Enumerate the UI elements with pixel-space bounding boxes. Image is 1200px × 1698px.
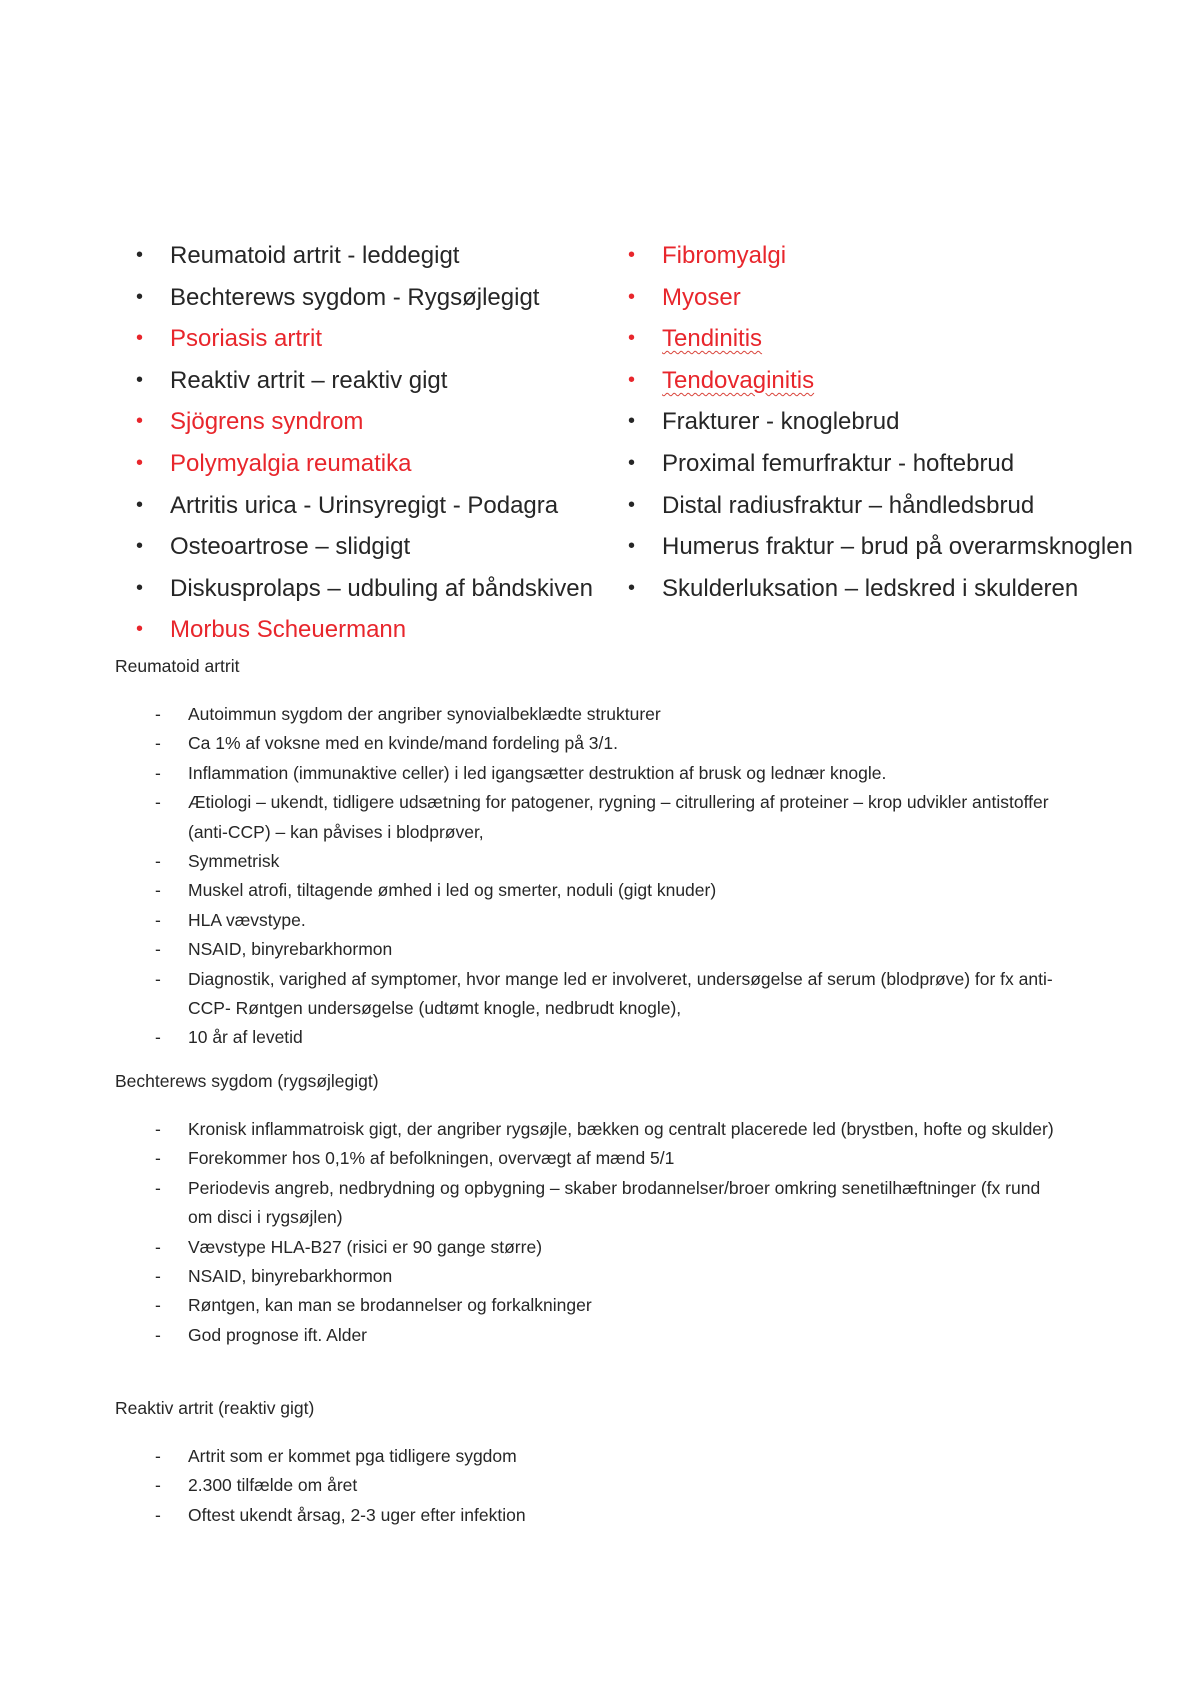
dash-marker: - [155, 1236, 161, 1257]
bullet: • [136, 244, 144, 266]
list-item [625, 443, 1185, 485]
list-item [625, 568, 1185, 610]
dash-marker: - [155, 1504, 161, 1525]
list-item-text: Fibromyalgi [662, 242, 787, 269]
list-item-text: Humerus fraktur – brud på overarmsknoglen [662, 533, 1133, 561]
bullet: • [136, 451, 144, 474]
list-item [155, 906, 1055, 935]
dash-marker: - [155, 1475, 161, 1496]
list-item-text: Reaktiv artrit – reaktiv gigt [170, 366, 448, 394]
list-item-text: 2.300 tilfælde om året [188, 1475, 358, 1496]
list-item [155, 1471, 1055, 1500]
list-item-text: HLA vævstype. [188, 909, 306, 930]
list-item-text: Distal radiusfraktur – håndledsbrud [662, 491, 1035, 519]
section-heading: Reaktiv artrit (reaktiv gigt) [115, 1398, 315, 1418]
bullet: • [136, 618, 144, 641]
list-item-text: Inflammation (immunaktive celler) i led igangsætter destruktion af brusk og lednær knogle. [188, 762, 887, 783]
list-item-text: Proximal femurfraktur - hoftebrud [662, 449, 1015, 477]
list-item [155, 847, 1055, 876]
list-item-text: Autoimmun sygdom der angriber synovialbeklædte strukturer [188, 704, 661, 724]
section-heading: Reumatoid artrit [115, 656, 240, 676]
dash-marker: - [155, 733, 161, 754]
list-item [133, 277, 636, 319]
list-item [155, 965, 1055, 1024]
list-item-text: Morbus Scheuermann [170, 616, 407, 644]
bullet: • [628, 451, 636, 474]
list-item [133, 485, 636, 527]
list-item [155, 700, 1055, 729]
dash-marker: - [155, 1148, 161, 1169]
dash-marker: - [155, 704, 161, 724]
list-item-text: Artritis urica - Urinsyregigt - Podagra [170, 491, 559, 519]
bullet: • [628, 368, 636, 391]
list-item-text: Diskusprolaps – udbuling af båndskiven [170, 574, 593, 602]
list-item [155, 1023, 1055, 1052]
list-item [155, 1233, 1055, 1262]
list-item-text: Tendinitis [662, 325, 763, 353]
list-item [133, 318, 636, 360]
list-item [625, 277, 1185, 319]
list-item [133, 526, 636, 568]
dash-marker: - [155, 1119, 161, 1139]
bullet: • [628, 327, 636, 350]
bullet: • [136, 285, 144, 308]
bullet: • [136, 576, 144, 599]
bullet: • [628, 576, 636, 599]
list-item [133, 568, 636, 610]
list-item-text: Myoser [662, 283, 741, 311]
list-item [155, 876, 1055, 905]
list-item-text: NSAID, binyrebarkhormon [188, 1266, 393, 1287]
list-item-text: Psoriasis artrit [170, 325, 323, 353]
list-item [133, 235, 636, 277]
section-list [155, 1442, 1055, 1530]
section-list [155, 1115, 1055, 1350]
dash-marker: - [155, 880, 161, 901]
list-item-text: Ætiologi – ukendt, tidligere udsætning for patogener, rygning – citrullering af proteiner – krop udvikler antistoffer (anti-CCP) – kan påvises i blodprøver, [188, 792, 1049, 842]
list-item [155, 788, 1055, 847]
dash-marker: - [155, 1266, 161, 1287]
list-item-text: Symmetrisk [188, 851, 280, 872]
dash-marker: - [155, 1295, 161, 1316]
dash-marker: - [155, 851, 161, 872]
list-item-text: Oftest ukendt årsag, 2-3 uger efter infektion [188, 1504, 526, 1525]
diagnosis-list-left [133, 235, 636, 651]
list-item [133, 443, 636, 485]
list-item-text: Frakturer - knoglebrud [662, 408, 900, 436]
list-item-text: Osteoartrose – slidgigt [170, 533, 411, 561]
list-item-text: Kronisk inflammatroisk gigt, der angriber rygsøjle, bækken og centralt placerede led (brystben, hofte og skulder) [188, 1119, 1054, 1139]
bullet: • [628, 493, 636, 516]
list-item [155, 1174, 1055, 1233]
list-item [625, 235, 1185, 277]
dash-marker: - [155, 762, 161, 783]
diagnosis-list-right [625, 235, 1185, 609]
bullet: • [628, 410, 636, 433]
list-item [155, 935, 1055, 964]
list-item-text: Bechterews sygdom - Rygsøjlegigt [170, 283, 540, 311]
list-item-text: Sjögrens syndrom [170, 408, 364, 436]
dash-marker: - [155, 939, 161, 960]
list-item-text: Tendovaginitis [662, 366, 815, 394]
list-item-text: Reumatoid artrit - leddegigt [170, 242, 460, 269]
list-item [625, 360, 1185, 402]
bullet: • [628, 285, 636, 308]
list-item [625, 401, 1185, 443]
list-item [155, 1321, 1055, 1350]
list-item-text: Forekommer hos 0,1% af befolkningen, overvægt af mænd 5/1 [188, 1148, 675, 1169]
dash-marker: - [155, 1177, 161, 1198]
list-item [155, 759, 1055, 788]
list-item-text: Ca 1% af voksne med en kvinde/mand fordeling på 3/1. [188, 733, 618, 754]
list-item-text: NSAID, binyrebarkhormon [188, 939, 393, 960]
list-item-text: God prognose ift. Alder [188, 1324, 367, 1345]
dash-marker: - [155, 1324, 161, 1345]
list-item [155, 1115, 1055, 1144]
list-item [625, 485, 1185, 527]
list-item [133, 360, 636, 402]
list-item-text: 10 år af levetid [188, 1027, 303, 1048]
list-item-text: Polymyalgia reumatika [170, 449, 412, 477]
list-item-text: Artrit som er kommet pga tidligere sygdom [188, 1446, 517, 1466]
list-item-text: Røntgen, kan man se brodannelser og forkalkninger [188, 1295, 592, 1316]
list-item-text: Vævstype HLA-B27 (risici er 90 gange større) [188, 1236, 543, 1257]
list-item [133, 609, 633, 651]
bullet: • [136, 368, 144, 391]
dash-marker: - [155, 1027, 161, 1048]
list-item-text: Skulderluksation – ledskred i skulderen [662, 574, 1079, 602]
dash-marker: - [155, 909, 161, 930]
list-item-text: Periodevis angreb, nedbrydning og opbygning – skaber brodannelser/broer omkring senetilhæftninger (fx rund om disci i rygsøjlen) [188, 1177, 1041, 1228]
list-item [625, 526, 1185, 568]
list-item [625, 318, 1185, 360]
list-item [155, 1144, 1055, 1173]
list-item [155, 1291, 1055, 1320]
list-item [155, 1501, 1055, 1530]
list-item [155, 729, 1055, 758]
bullet: • [628, 244, 636, 266]
bullet: • [136, 535, 144, 558]
bullet: • [136, 327, 144, 350]
dash-marker: - [155, 1446, 161, 1466]
bullet: • [136, 410, 144, 433]
list-item [133, 401, 636, 443]
bullet: • [136, 493, 144, 516]
bullet: • [628, 535, 636, 558]
list-item-text: Muskel atrofi, tiltagende ømhed i led og smerter, noduli (gigt knuder) [188, 880, 717, 901]
list-item-text: Diagnostik, varighed af symptomer, hvor mange led er involveret, undersøgelse af serum (blodprøve) for fx anti-CCP- Røntgen undersøgelse (udtømt knogle, nedbrudt knogle), [188, 968, 1053, 1019]
list-item [155, 1442, 1055, 1471]
section-list [155, 700, 1055, 1053]
dash-marker: - [155, 968, 161, 989]
section-heading: Bechterews sygdom (rygsøjlegigt) [115, 1071, 379, 1091]
list-item [155, 1262, 1055, 1291]
dash-marker: - [155, 792, 161, 813]
